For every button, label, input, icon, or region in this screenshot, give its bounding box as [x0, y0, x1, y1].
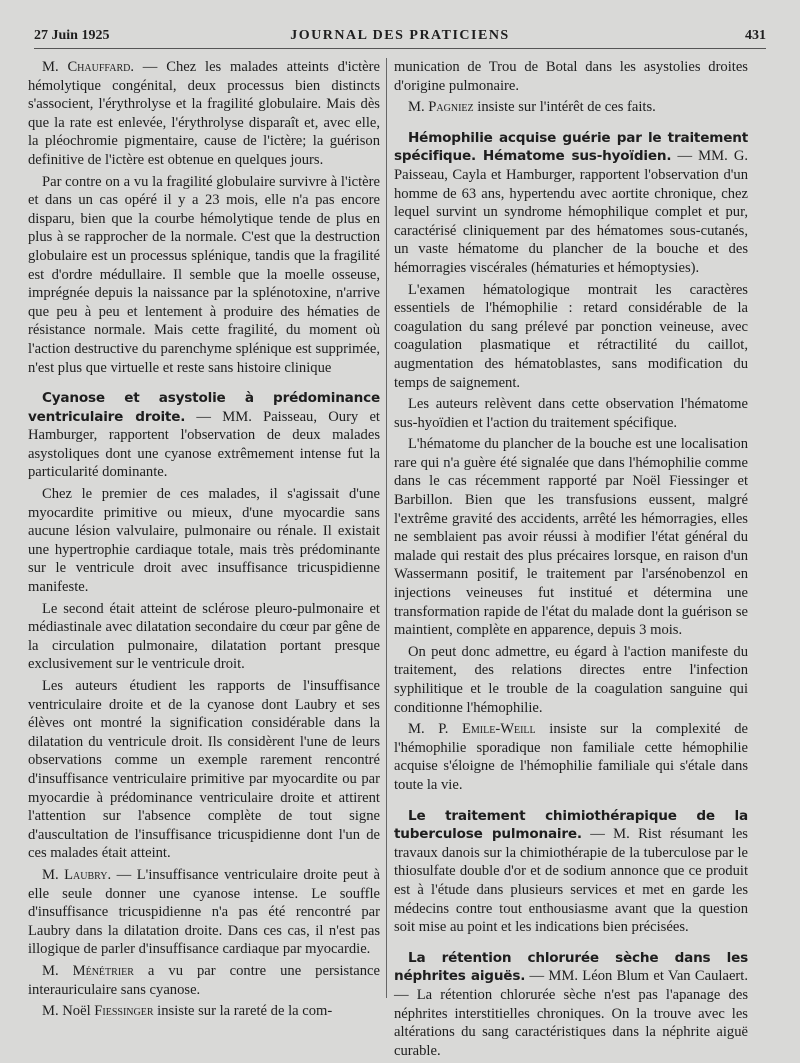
paragraph-text: — M. Rist résumant les travaux danois sur la chimiothérapie de la tuberculose par le thiosulfate double d'or et de sodium annonce que ce produit est à l'étude dans plusieurs services et met en garde les médecins contre tout enthousiasme avant que la question soit mise au point et les indications bien précisées. — [394, 826, 748, 936]
right-column — [394, 58, 748, 1063]
paragraph-text: — MM. G. Paisseau, Cayla et Hamburger, rapportent l'observation d'un homme de 63 ans, hypertendu avec aortite chronique, chez lequel survint un syndrome hémophilique complet et pur, caractérisé cliniquement par des hématomes sous-cutanés, un vaste hématome du plancher de la bouche et des hémorragies viscérales (hématuries et hémoptysies). — [394, 148, 749, 276]
speaker-name: M. Chauffard. — [42, 59, 134, 75]
section — [28, 389, 380, 482]
paragraph — [28, 1002, 380, 1021]
paragraph — [28, 173, 380, 378]
paragraph — [28, 962, 380, 999]
issue-date: 27 Juin 1925 — [34, 28, 110, 43]
paragraph-text: insiste sur la complexité de l'hémophilie sporadique non familiale cette hémophilie acquise s'éloigne de l'hémophilie familiale qui s'étale dans toute la vie. — [394, 721, 748, 793]
paragraph-text: On peut donc admettre, eu égard à l'action manifeste du traitement, des relations directes entre l'infection syphilitique et le trouble de la coagulation sanguine qui conditionne l'hémophilie. — [394, 643, 748, 716]
paragraph — [28, 866, 380, 959]
paragraph-text: munication de Trou de Botal dans les asystolies droites d'origine pulmonaire. — [394, 59, 748, 94]
paragraph — [394, 98, 748, 117]
paragraph-text: a vu par contre une persistance interauriculaire sans cyanose. — [28, 962, 381, 998]
paragraph-text: insiste sur la rareté de la com- — [153, 1003, 333, 1020]
speaker-name: M. Ménétrier — [42, 962, 134, 979]
speaker-prefix: M. Noël — [42, 1003, 95, 1020]
section-title: La rétention chlorurée sèche dans les néphrites aiguës. — [394, 949, 748, 985]
section — [394, 129, 748, 278]
column-rule — [386, 58, 387, 998]
paragraph-text: — L'insuffisance ventriculaire droite peut à elle seule donner une cyanose intense. Le souffle d'insuffisance tricuspidienne n'a pas été rencontré par Laubry dans la dilatation droite. Dans ces cas, il n'est pas illogique de parler d'insuffisance cardiaque par myocardie. — [28, 866, 380, 958]
speaker-name: Fiessinger — [94, 1003, 154, 1020]
section-title: Hémophilie acquise guérie par le traitement spécifique. Hématome sus-hyoïdien. — [394, 129, 748, 165]
paragraph-text: — MM. Paisseau, Oury et Hamburger, rapportent l'observation de deux malades asystoliques dont une cyanose extrêmement intense fut la particularité dominante. — [28, 408, 380, 481]
paragraph — [394, 643, 748, 717]
speaker-name: Emile-Weill — [462, 721, 536, 738]
paragraph-text: Les auteurs relèvent dans cette observation l'hématome sus-hyoïdien et l'action du traitement spécifique. — [394, 396, 748, 431]
speaker-name: M. Laubry. — [42, 866, 112, 883]
paragraph-text: — Chez les malades atteints d'ictère hémolytique congénital, deux processus bien distincts s'associent, l'érythrolyse et la fragilité globulaire. Mais dès que la rate est enlevée, l'érythrolyse disparaît et, avec elle, la pléochromie pigmentaire, cause de l'ictère; la guérison definitive de l'ictère est obtenue en quelques jours. — [28, 59, 380, 168]
paragraph-text: — MM. Léon Blum et Van Caulaert. — La rétention chlorurée sèche n'est pas l'apanage des néphrites interstitielles chroniques. On la trouve avec les altérations du sang caractéristiques dans la néphrite aiguë curable. — [394, 968, 748, 1059]
paragraph-text: insiste sur l'intérêt de ces faits. — [473, 99, 656, 116]
section — [394, 807, 748, 937]
paragraph-text: Par contre on a vu la fragilité globulaire survivre à l'ictère et dans un cas opéré il y a 23 mois, elle n'a pas encore disparu, bien que la courbe hémolytique tende de plus en plus à se rapprocher de la normale. C'est que la destruction globulaire est un processus splénique, tandis que la fragilité est d'ordre médullaire. Il semble que la moelle osseuse, imprégnée depuis la naissance par la splénotoxine, n'arrive que peu à peu et lentement à produire des hématies de résistance normale. Mais cette fragilité, du moment où l'action destructive du parenchyme splénique est supprimée, n'est plus que virtuelle et reste sans histoire clinique — [28, 173, 380, 376]
paragraph-text: Les auteurs étudient les rapports de l'insuffisance ventriculaire droite et de la cyanose dont Laubry et ses élèves ont montré la signification considérable dans la dilatation du ventricule droit. Ils considèrent l'une de leurs observations comme un exemple rarement rencontré d'insuffisance ventriculaire primitive par myocardite ou par myocardie à prédominance ventriculaire droite et attirent l'attention sur l'absence complète de tout signe d'auscultation de l'insuffisance tricuspidienne dont l'un de ces malades était atteint. — [28, 678, 380, 862]
speaker-prefix: M. — [408, 99, 429, 116]
speaker-prefix: M. P. — [408, 721, 462, 738]
journal-title: JOURNAL DES PRATICIENS — [290, 28, 510, 43]
page-header — [34, 28, 766, 49]
section-title: Cyanose et asystolie à prédominance ventriculaire droite. — [28, 390, 380, 425]
paragraph-text: L'hématome du plancher de la bouche est une localisation rare qui n'a guère été signalée que dans l'hémophilie comme dans le cas récemment rapporté par Noël Fiessinger et Barbillon. Bien que les transfusions eussent, malgré l'extrême gravité des accidents, arrêté les hémorragies, elles ne semblaient pas avoir réussi à modifier l'état général du malade qui restait des plus précaires lorsque, en raison d'un Wassermann positif, le traitement par l'arsénobenzol en injections veineuses fut institué et détermina une transformation rapide de l'état du malade dont la guérison se maintient, complète en apparence, depuis 3 mois. — [394, 436, 748, 639]
paragraph — [394, 58, 748, 95]
section — [394, 949, 748, 1061]
left-column — [28, 58, 380, 1024]
paragraph — [394, 395, 748, 432]
paragraph-text: Chez le premier de ces malades, il s'agissait d'une myocardite primitive ou mieux, d'une myocardie sans aucune lésion valvulaire, pulmonaire ou rénale. Il existait une hypertrophie cardiaque totale, mais très prédominante sur le ventricule droit avec insuffisance tricuspidienne manifeste. — [28, 486, 380, 596]
paragraph — [28, 485, 380, 597]
page-number: 431 — [745, 28, 766, 43]
paragraph — [394, 435, 748, 640]
paragraph — [28, 677, 380, 863]
paragraph — [394, 281, 748, 393]
paragraph — [28, 600, 380, 674]
paragraph — [394, 720, 748, 794]
paragraph — [28, 58, 380, 170]
section-title: Le traitement chimiothérapique de la tuberculose pulmonaire. — [394, 807, 748, 843]
speaker-name: Pagniez — [428, 99, 474, 116]
paragraph-text: L'examen hématologique montrait les caractères essentiels de l'hémophilie : retard considérable de la coagulation du sang prélevé par ponction veineuse, avec coagulation plasmatique et rétractilité du caillot, augmentation des hématoblastes, sans modification du temps de saignement. — [394, 281, 748, 391]
paragraph-text: Le second était atteint de sclérose pleuro-pulmonaire et médiastinale avec dilatation secondaire du cœur par gêne de la circulation pulmonaire, dilatation portant presque exclusivement sur le ventricule droit. — [28, 600, 380, 673]
